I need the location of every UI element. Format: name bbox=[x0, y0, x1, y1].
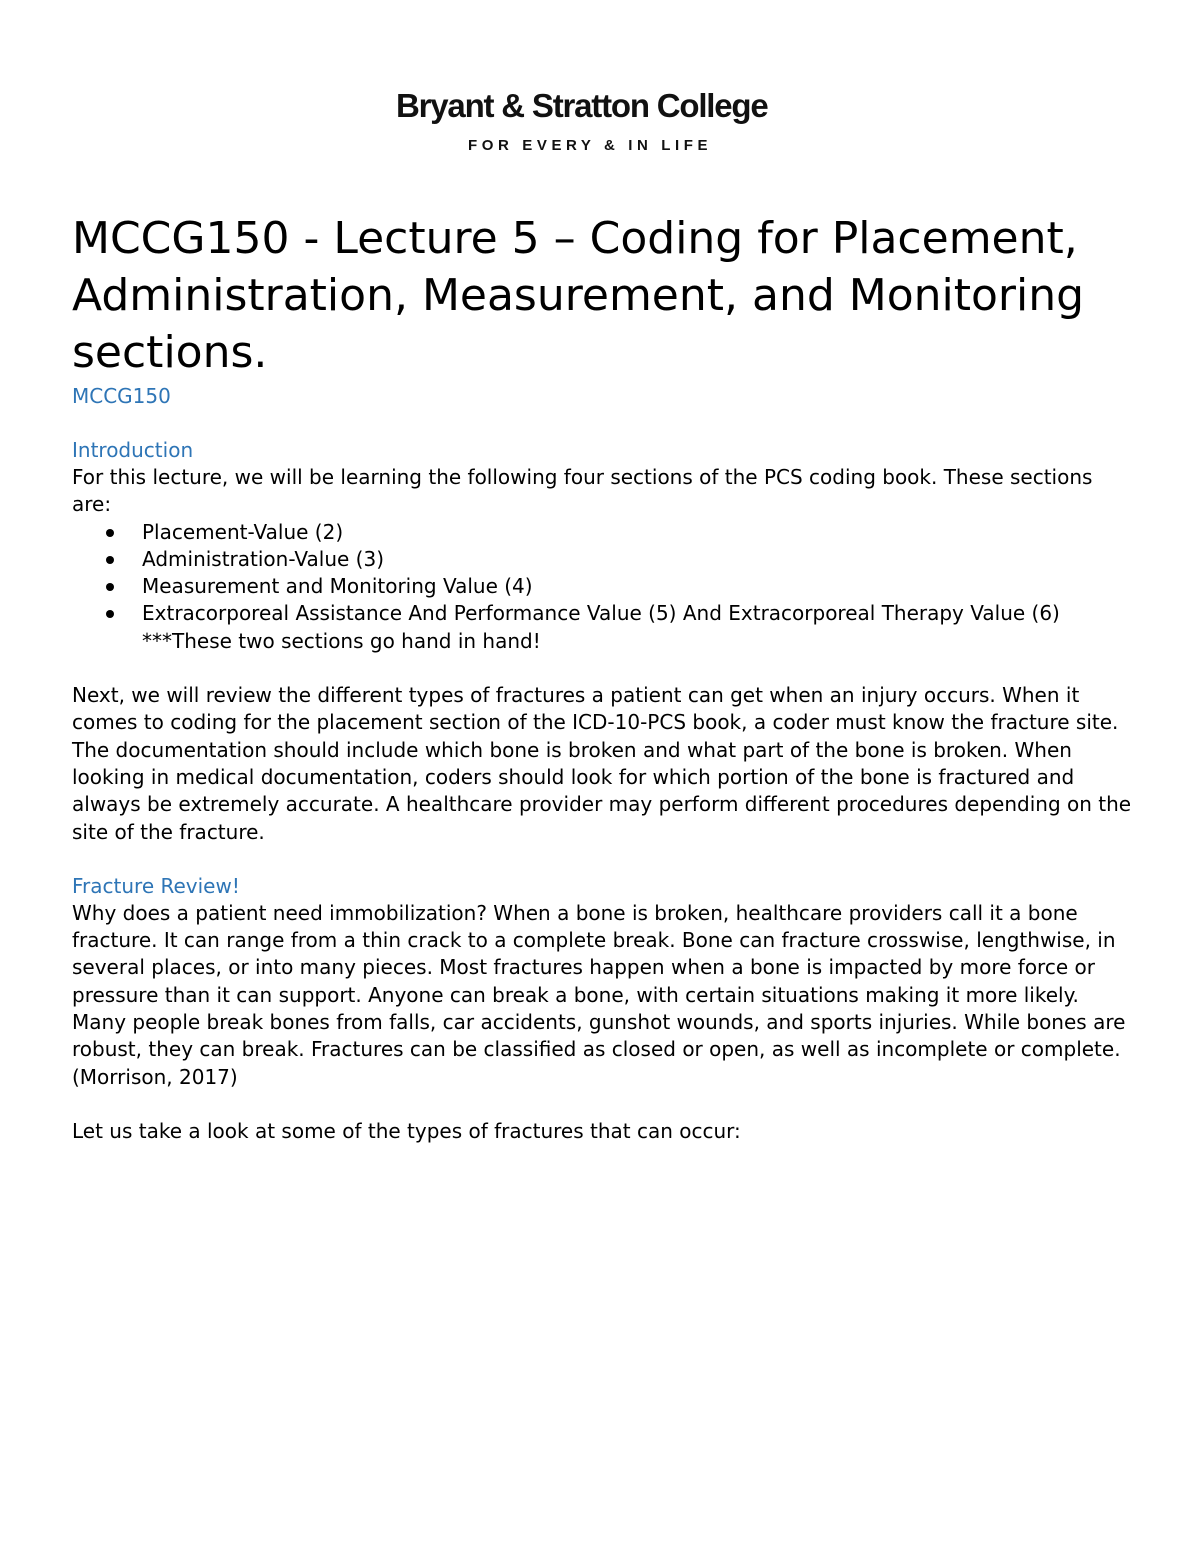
college-logo bbox=[396, 86, 808, 156]
sections-list bbox=[72, 519, 1132, 655]
list-item-text: Measurement and Monitoring Value (4) bbox=[142, 574, 533, 599]
list-item bbox=[72, 519, 1132, 546]
course-code-subtitle: MCCG150 bbox=[72, 384, 171, 408]
spacer bbox=[72, 1091, 1132, 1118]
fracture-review-heading: Fracture Review! bbox=[72, 873, 240, 898]
list-item-text: Extracorporeal Assistance And Performance Value (5) And Extracorporeal Therapy Value (6) bbox=[142, 601, 1060, 626]
bullet-icon bbox=[106, 529, 114, 537]
list-item bbox=[72, 546, 1132, 573]
logo-tagline: FOR EVERY & IN LIFE bbox=[468, 137, 713, 154]
spacer bbox=[72, 410, 1132, 437]
page-title: MCCG150 - Lecture 5 – Coding for Placement, Administration, Measurement, and Monitoring sections. bbox=[72, 213, 1085, 378]
list-item-text: Placement-Value (2) bbox=[142, 519, 344, 544]
fracture-review-text: Why does a patient need immobilization? When a bone is broken, healthcare providers call it a bone fracture. It can range from a thin crack to a complete break. Bone can fracture crosswise, lengthwise, in several places, or into many pieces. Most fractures happen when a bone is impacted by more force or pressure than it can support. Anyone can break a bone, with certain situations making it more likely. Many people break bones from falls, car accidents, gunshot wounds, and sports injuries. While bones are robust, they can break. Fractures can be classified as closed or open, as well as incomplete or complete. (Morrison, 2017) bbox=[72, 900, 1126, 1089]
bullet-icon bbox=[106, 610, 114, 618]
introduction-text: For this lecture, we will be learning the following four sections of the PCS coding book. These sections are: bbox=[72, 465, 1093, 517]
fracture-intro-paragraph: Next, we will review the different types of fractures a patient can get when an injury occurs. When it comes to coding for the placement section of the ICD-10-PCS book, a coder must know the fracture site. The documentation should include which bone is broken and what part of the bone is broken. When looking in medical documentation, coders should look for which portion of the bone is fractured and always be extremely accurate. A healthcare provider may perform different procedures depending on the site of the fracture. bbox=[72, 683, 1132, 844]
list-item bbox=[72, 573, 1132, 600]
list-item-text: Administration-Value (3) bbox=[142, 546, 385, 571]
document-body bbox=[72, 210, 1132, 1145]
logo-name: Bryant & Stratton College bbox=[396, 87, 768, 124]
closing-paragraph: Let us take a look at some of the types of fractures that can occur: bbox=[72, 1118, 741, 1143]
list-item-note: ***These two sections go hand in hand! bbox=[142, 628, 541, 653]
list-item bbox=[72, 600, 1132, 655]
spacer bbox=[72, 846, 1132, 873]
introduction-heading: Introduction bbox=[72, 438, 194, 462]
spacer bbox=[72, 655, 1132, 682]
bullet-icon bbox=[106, 583, 114, 591]
bullet-icon bbox=[106, 556, 114, 564]
